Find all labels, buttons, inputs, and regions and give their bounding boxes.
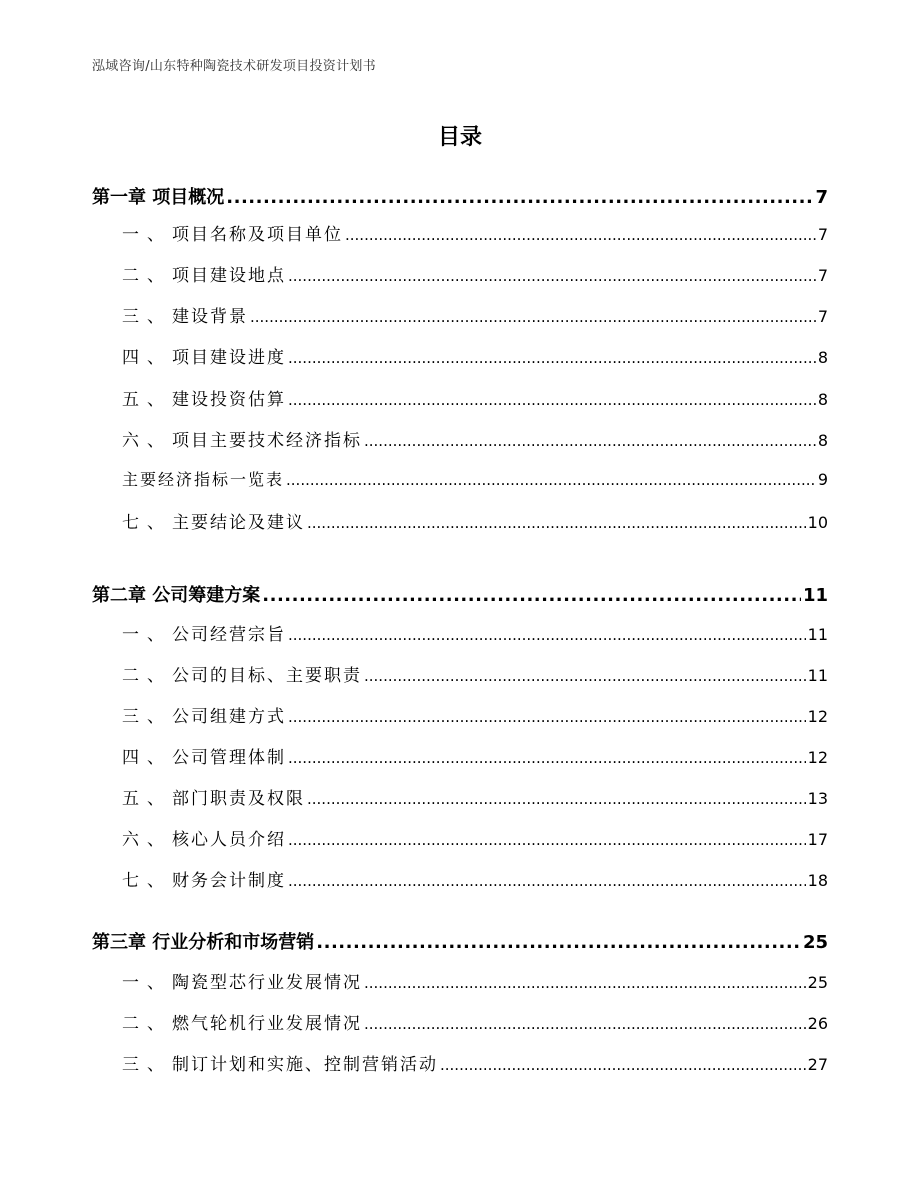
toc-entry-label	[92, 302, 248, 327]
toc-entry-number: 三、	[122, 307, 172, 327]
toc-dot-leader	[440, 1056, 806, 1074]
toc-chapter-entry[interactable]	[92, 581, 828, 607]
toc-entry-number: 六、	[122, 830, 172, 850]
toc-entry-number: 七、	[122, 871, 172, 891]
toc-entry-number: 四、	[122, 748, 172, 768]
toc-page-number: 8	[817, 348, 828, 367]
toc-dot-leader	[288, 831, 806, 849]
toc-section-entry[interactable]	[92, 620, 828, 645]
toc-page-number: 12	[807, 748, 828, 767]
toc-page-number: 17	[807, 830, 828, 849]
toc-section-entry[interactable]	[92, 968, 828, 993]
toc-page-number: 18	[807, 871, 828, 890]
toc-dot-leader	[288, 267, 816, 285]
toc-entry-number: 五、	[122, 390, 172, 410]
toc-entry-label	[92, 825, 286, 850]
toc-entry-text: 核心人员介绍	[172, 830, 286, 850]
toc-page-number: 25	[802, 932, 828, 953]
toc-page-number: 7	[817, 307, 828, 326]
toc-dot-leader	[345, 226, 816, 244]
toc-entry-text: 项目建设进度	[172, 348, 286, 368]
toc-entry-label	[92, 426, 362, 451]
toc-dot-leader	[226, 187, 813, 208]
toc-entry-label	[92, 1009, 362, 1034]
toc-entry-text: 项目建设地点	[172, 266, 286, 286]
toc-entry-label: 第三章 行业分析和市场营销	[92, 932, 315, 953]
toc-section-entry[interactable]	[92, 467, 828, 490]
toc-entry-number: 一、	[122, 973, 172, 993]
toc-page-number: 11	[802, 585, 828, 606]
toc-page-number: 25	[807, 973, 828, 992]
toc-section-entry[interactable]	[92, 825, 828, 850]
toc-entry-number: 三、	[122, 1055, 172, 1075]
toc-section-entry[interactable]	[92, 302, 828, 327]
toc-dot-leader	[288, 626, 806, 644]
toc-section-entry[interactable]	[92, 866, 828, 891]
toc-page-number: 8	[817, 431, 828, 450]
toc-page-number: 12	[807, 707, 828, 726]
toc-entry-label	[92, 1050, 438, 1075]
toc-page-number: 7	[815, 187, 828, 208]
page-header: 泓域咨询/山东特种陶瓷技术研发项目投资计划书	[92, 59, 376, 74]
toc-entry-number: 三、	[122, 707, 172, 727]
toc-page-number: 26	[807, 1014, 828, 1033]
toc-dot-leader	[307, 790, 806, 808]
toc-entry-label	[92, 220, 343, 245]
toc-entry-label	[92, 343, 286, 368]
toc-dot-leader	[288, 872, 806, 890]
toc-section-entry[interactable]	[92, 661, 828, 686]
toc-section-entry[interactable]	[92, 426, 828, 451]
toc-section-entry[interactable]	[92, 1009, 828, 1034]
toc-dot-leader	[316, 932, 801, 953]
toc-entry-label	[92, 968, 362, 993]
toc-section-entry[interactable]	[92, 743, 828, 768]
toc-entry-text: 项目名称及项目单位	[172, 225, 343, 245]
toc-dot-leader	[288, 749, 806, 767]
toc-page-number: 13	[807, 789, 828, 808]
toc-entry-number: 二、	[122, 666, 172, 686]
toc-dot-leader	[364, 974, 806, 992]
toc-dot-leader	[286, 471, 816, 489]
toc-page-number: 7	[817, 266, 828, 285]
toc-section-entry[interactable]	[92, 1050, 828, 1075]
toc-entry-text: 建设投资估算	[172, 390, 286, 410]
toc-entry-label	[92, 508, 305, 533]
toc-page-number: 8	[817, 390, 828, 409]
toc-page-number: 27	[807, 1055, 828, 1074]
toc-entry-text: 主要结论及建议	[172, 513, 305, 533]
toc-dot-leader	[364, 432, 816, 450]
toc-dot-leader	[250, 308, 816, 326]
toc-entry-text: 公司组建方式	[172, 707, 286, 727]
toc-entry-label	[92, 743, 286, 768]
toc-dot-leader	[288, 349, 816, 367]
toc-entry-label: 第一章 项目概况	[92, 187, 225, 208]
toc-entry-label	[92, 702, 286, 727]
toc-entry-label	[92, 784, 305, 809]
toc-dot-leader	[288, 391, 816, 409]
toc-entry-number: 二、	[122, 1014, 172, 1034]
toc-page-number: 11	[807, 625, 828, 644]
toc-entry-text: 项目主要技术经济指标	[172, 431, 362, 451]
toc-page-number: 9	[817, 470, 828, 489]
toc-chapter-entry[interactable]	[92, 928, 828, 954]
toc-page-number: 11	[807, 666, 828, 685]
toc-entry-number: 二、	[122, 266, 172, 286]
toc-dot-leader	[364, 1015, 806, 1033]
toc-section-entry[interactable]	[92, 261, 828, 286]
toc-section-entry[interactable]	[92, 702, 828, 727]
toc-entry-label	[92, 661, 362, 686]
toc-dot-leader	[307, 514, 806, 532]
toc-entry-text: 陶瓷型芯行业发展情况	[172, 973, 362, 993]
toc-entry-text: 部门职责及权限	[172, 789, 305, 809]
toc-entry-number: 五、	[122, 789, 172, 809]
toc-dot-leader	[364, 667, 806, 685]
toc-entry-label	[92, 620, 286, 645]
toc-entry-number: 七、	[122, 513, 172, 533]
toc-section-entry[interactable]	[92, 508, 828, 533]
toc-entry-text: 制订计划和实施、控制营销活动	[172, 1055, 438, 1075]
toc-entry-text: 财务会计制度	[172, 871, 286, 891]
toc-entry-text: 燃气轮机行业发展情况	[172, 1014, 362, 1034]
toc-dot-leader	[288, 708, 806, 726]
toc-entry-label	[92, 866, 286, 891]
toc-entry-text: 公司管理体制	[172, 748, 286, 768]
toc-section-entry[interactable]	[92, 385, 828, 410]
toc-entry-number: 四、	[122, 348, 172, 368]
toc-entry-label: 第二章 公司筹建方案	[92, 585, 261, 606]
toc-page-number: 7	[817, 225, 828, 244]
toc-entry-text: 公司的目标、主要职责	[172, 666, 362, 686]
toc-section-entry[interactable]	[92, 343, 828, 368]
toc-entry-number: 一、	[122, 625, 172, 645]
toc-section-entry[interactable]	[92, 220, 828, 245]
toc-section-entry[interactable]	[92, 784, 828, 809]
toc-entry-number: 一、	[122, 225, 172, 245]
toc-entry-label	[92, 261, 286, 286]
toc-entry-label: 主要经济指标一览表	[122, 470, 285, 489]
toc-entry-text: 建设背景	[172, 307, 248, 327]
toc-entry-text: 公司经营宗旨	[172, 625, 286, 645]
toc-entry-label	[92, 385, 286, 410]
toc-page-number: 10	[807, 513, 828, 532]
toc-dot-leader	[262, 585, 801, 606]
toc-entry-number: 六、	[122, 431, 172, 451]
toc-chapter-entry[interactable]	[92, 183, 828, 209]
toc-title: 目录	[437, 125, 482, 150]
